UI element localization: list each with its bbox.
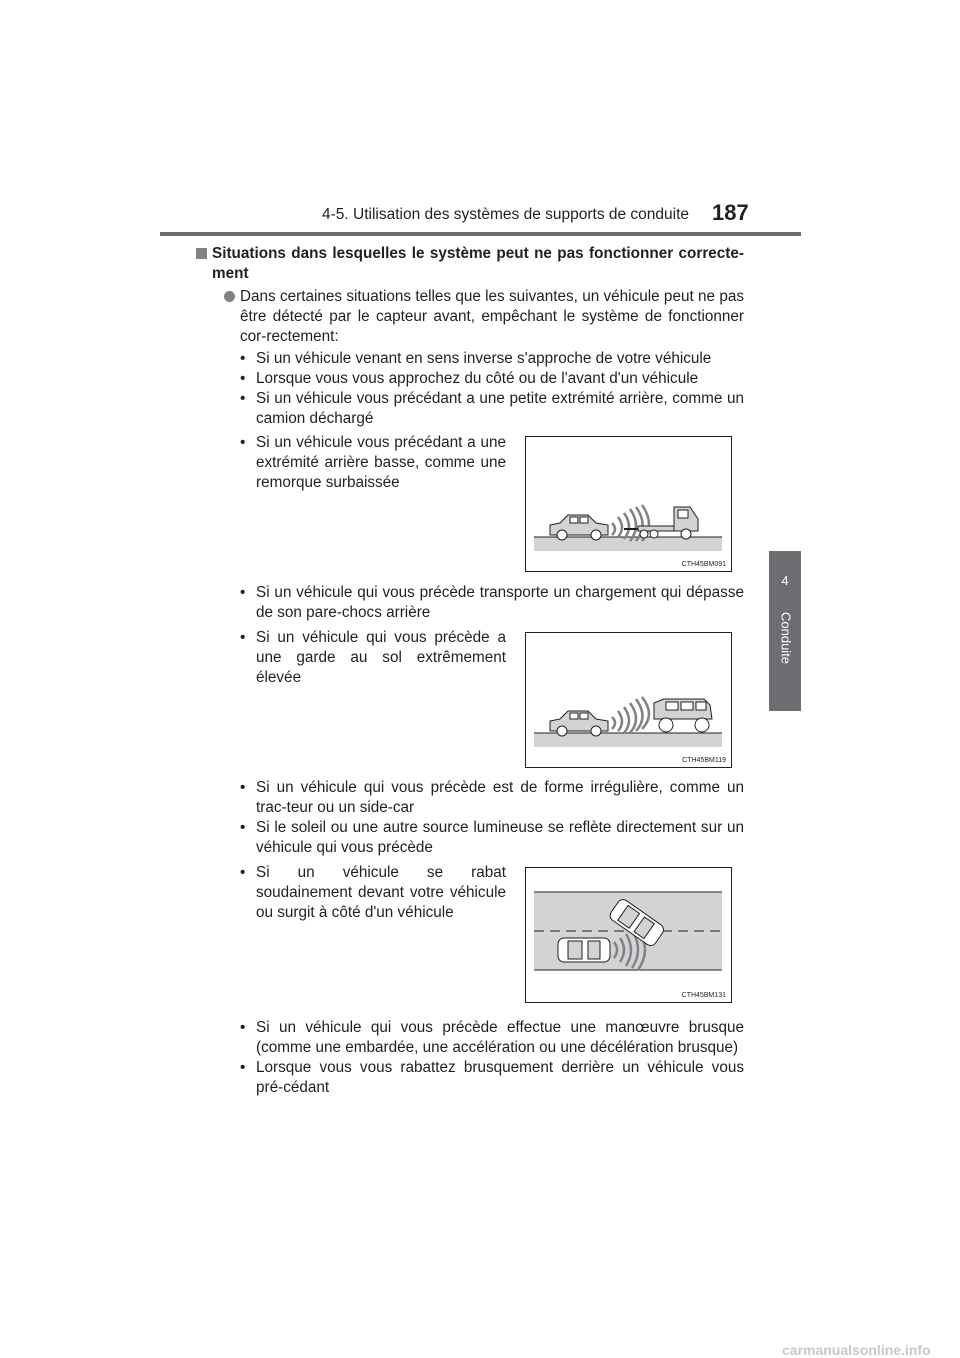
figure-code: CTH45BM091 (681, 561, 726, 568)
car-icon (550, 515, 608, 540)
car-top-icon (558, 938, 610, 962)
figure-cut-in (525, 867, 732, 1003)
square-bullet-icon (196, 248, 207, 259)
header-section-title: 4-5. Utilisation des systèmes de supports de conduite (322, 206, 690, 223)
watermark: carmanualsonline.info (782, 1342, 931, 1358)
page-number: 187 (712, 200, 749, 225)
round-bullet-icon (224, 291, 235, 302)
radar-wave-icon (612, 697, 649, 733)
list-item: • Si le soleil ou une autre source lumineuse se reflète directement sur un véhicule qui vous précède (240, 819, 744, 856)
list-item: • Si un véhicule qui vous précède effectue une manœuvre brusque (comme une embardée, une accélération ou une décélération brusque) (240, 1019, 744, 1056)
list-item: • Lorsque vous vous rabattez brusquement derrière un véhicule vous pré-cédant (240, 1059, 744, 1096)
list-item: • Si un véhicule vous précédant a une petite extrémité arrière, comme un camion déchargé (240, 390, 744, 427)
chapter-number: 4 (781, 573, 789, 588)
car-icon (550, 711, 608, 736)
list-item: • Si un véhicule venant en sens inverse s'approche de votre véhicule (240, 350, 712, 367)
header-divider (160, 232, 801, 236)
figure-high-clearance (525, 632, 732, 768)
chapter-label: Conduite (778, 612, 794, 665)
section-heading: Situations dans lesquelles le système peut ne pas fonctionner correcte-ment (212, 245, 744, 282)
list-item: • Si un véhicule qui vous précède transporte un chargement qui dépasse de son pare-chocs arrière (240, 584, 744, 621)
figure-code: CTH45BM119 (682, 757, 726, 764)
list-item: • Si un véhicule qui vous précède a une garde au sol extrêmement élevée (240, 629, 506, 686)
figure-code: CTH45BM131 (681, 992, 726, 999)
figure-low-trailer (525, 436, 732, 572)
low-trailer-illustration (526, 437, 730, 570)
intro-paragraph: Dans certaines situations telles que les suivantes, un véhicule peut ne pas être détecté par le capteur avant, empêchant le système de fonctionner cor-rectement: (240, 288, 744, 345)
high-clearance-illustration (526, 633, 730, 766)
cut-in-illustration (526, 868, 730, 1001)
list-item: • Si un véhicule se rabat soudainement devant votre véhicule ou surgit à côté d'un véhicule (240, 864, 506, 921)
list-item: • Si un véhicule vous précédant a une extrémité arrière basse, comme une remorque surbaissée (240, 434, 506, 491)
list-item: • Lorsque vous vous approchez du côté ou de l'avant d'un véhicule (240, 370, 699, 387)
list-item: • Si un véhicule qui vous précède est de forme irrégulière, comme un trac-teur ou un side-car (240, 779, 744, 816)
suv-icon (654, 699, 712, 732)
